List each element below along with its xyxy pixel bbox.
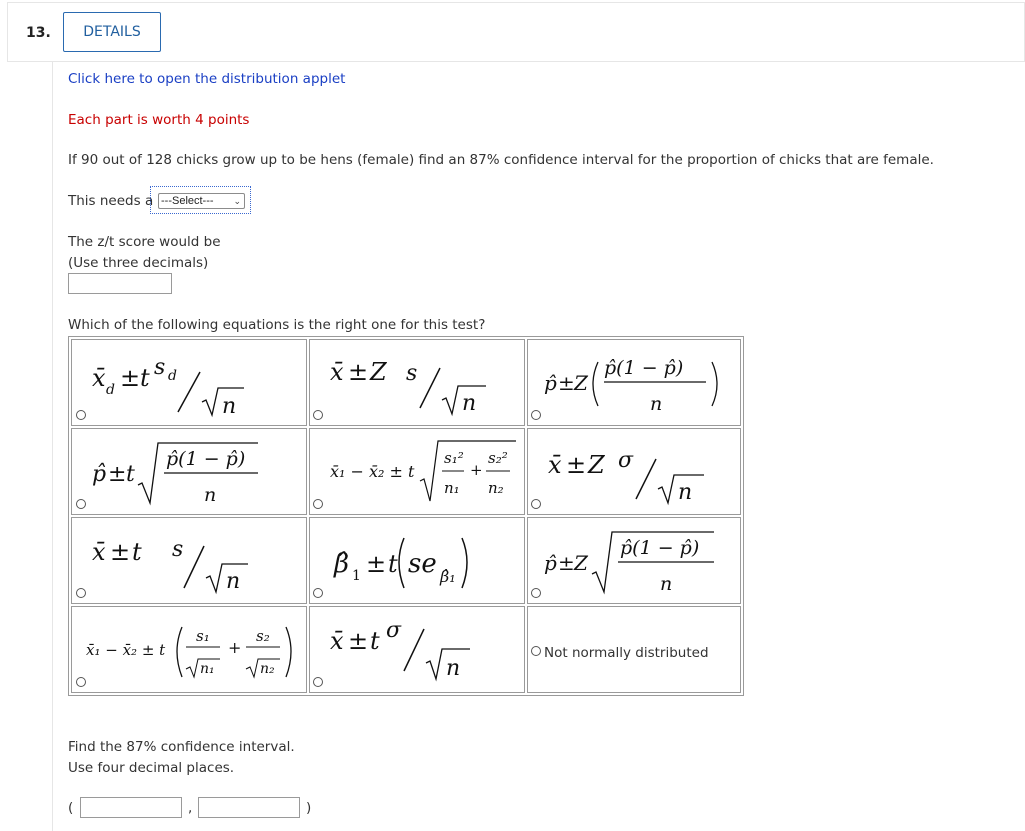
equation-option-1[interactable] <box>71 339 307 426</box>
equation-option-5-radio[interactable] <box>313 499 323 509</box>
svg-text:β̂: β̂ <box>334 549 350 579</box>
svg-text:p̂: p̂ <box>92 462 107 487</box>
svg-text:n: n <box>226 569 241 594</box>
formula-mean-z-s <box>310 340 524 425</box>
svg-text:±: ± <box>110 538 131 566</box>
formula-mean-t-s <box>72 518 306 603</box>
equation-option-4-radio[interactable] <box>76 499 86 509</box>
equation-option-4[interactable] <box>71 428 307 515</box>
svg-text:p̂: p̂ <box>544 551 557 575</box>
svg-text:±: ± <box>558 371 575 395</box>
svg-text:n: n <box>462 391 477 416</box>
svg-text:p̂: p̂ <box>544 371 557 395</box>
svg-text:t: t <box>132 538 142 566</box>
svg-text:se: se <box>408 549 437 579</box>
equation-option-2[interactable] <box>309 339 525 426</box>
test-type-select-value: ---Select--- <box>161 195 214 207</box>
not-normally-distributed-label: Not normally distributed <box>544 645 709 661</box>
svg-text:±: ± <box>348 627 369 655</box>
equation-option-5[interactable] <box>309 428 525 515</box>
svg-text:±: ± <box>120 364 141 392</box>
svg-text:±: ± <box>558 551 575 575</box>
ci-lower-input[interactable] <box>80 797 182 818</box>
zt-label: The z/t score would be <box>68 234 221 250</box>
svg-text:Z: Z <box>370 358 387 386</box>
svg-text:p̂(1 − p̂): p̂(1 − p̂) <box>604 357 684 379</box>
details-button[interactable]: DETAILS <box>63 12 161 52</box>
question-prompt: If 90 out of 128 chicks grow up to be hens (female) find an 87% confidence interval for the proportion of chicks that are female. <box>68 152 934 168</box>
svg-text:n: n <box>660 573 673 595</box>
distribution-applet-link[interactable]: Click here to open the distribution applet <box>68 71 346 87</box>
svg-text:t: t <box>388 550 398 578</box>
svg-text:x̄: x̄ <box>92 538 106 566</box>
formula-two-mean-t-unpooled <box>72 607 306 692</box>
formula-paired-t <box>72 340 306 425</box>
svg-text:n₂: n₂ <box>488 479 504 497</box>
svg-text:p̂(1 − p̂): p̂(1 − p̂) <box>166 448 246 470</box>
svg-text:+: + <box>470 461 483 479</box>
equation-option-11-radio[interactable] <box>313 677 323 687</box>
ci-open-paren: ( <box>68 800 74 816</box>
svg-text:t: t <box>370 627 380 655</box>
svg-text:n: n <box>222 394 237 419</box>
question-number: 13. <box>26 25 51 41</box>
equation-option-3[interactable] <box>527 339 741 426</box>
equation-option-3-radio[interactable] <box>531 410 541 420</box>
formula-prop-t-sqrt <box>72 429 306 514</box>
svg-text:Z: Z <box>574 551 588 575</box>
formula-prop-z-sqrt <box>528 518 740 603</box>
equation-option-6-radio[interactable] <box>531 499 541 509</box>
svg-text:s: s <box>154 355 166 380</box>
svg-text:d: d <box>106 382 115 398</box>
svg-text:n: n <box>204 484 217 506</box>
svg-text:t: t <box>126 462 135 487</box>
equation-option-9-radio[interactable] <box>531 588 541 598</box>
svg-text:d: d <box>168 368 177 384</box>
svg-text:x̄: x̄ <box>330 627 344 655</box>
ci-decimals-hint: Use four decimal places. <box>68 760 235 776</box>
equation-option-8[interactable] <box>309 517 525 604</box>
svg-text:Z: Z <box>574 371 588 395</box>
svg-text:Z: Z <box>588 451 605 479</box>
ci-upper-input[interactable] <box>198 797 300 818</box>
svg-text:s₂²: s₂² <box>488 449 508 467</box>
test-type-select[interactable] <box>158 193 245 209</box>
svg-text:x̄: x̄ <box>548 451 562 479</box>
svg-text:+: + <box>228 638 242 657</box>
svg-text:n: n <box>446 656 461 681</box>
svg-text:t: t <box>140 364 150 392</box>
svg-text:±: ± <box>108 462 127 487</box>
svg-text:p̂(1 − p̂): p̂(1 − p̂) <box>620 537 700 559</box>
svg-text:σ: σ <box>618 448 634 473</box>
svg-text:σ: σ <box>386 618 402 643</box>
svg-text:s₁: s₁ <box>196 627 210 645</box>
equation-option-7-radio[interactable] <box>76 588 86 598</box>
svg-text:n: n <box>650 393 663 415</box>
equation-option-11[interactable] <box>309 606 525 693</box>
equation-question: Which of the following equations is the right one for this test? <box>68 317 486 333</box>
svg-text:±: ± <box>366 550 387 578</box>
zt-score-input[interactable] <box>68 273 172 294</box>
equation-option-10-radio[interactable] <box>76 677 86 687</box>
svg-text:s: s <box>172 537 184 562</box>
formula-mean-z-sigma <box>528 429 740 514</box>
svg-text:s₁²: s₁² <box>444 449 464 467</box>
svg-text:n: n <box>678 480 693 505</box>
svg-text:β̂₁: β̂₁ <box>440 567 456 586</box>
equation-option-9[interactable] <box>527 517 741 604</box>
equation-options-table <box>68 336 744 696</box>
svg-text:x̄₁ − x̄₂ ± t: x̄₁ − x̄₂ ± t <box>86 641 166 659</box>
formula-mean-t-sigma <box>310 607 524 692</box>
equation-option-7[interactable] <box>71 517 307 604</box>
equation-option-1-radio[interactable] <box>76 410 86 420</box>
points-note: Each part is worth 4 points <box>68 112 250 128</box>
svg-text:x̄: x̄ <box>92 364 106 392</box>
svg-text:s₂: s₂ <box>256 627 270 645</box>
svg-text:x̄: x̄ <box>330 358 344 386</box>
svg-text:±: ± <box>566 451 587 479</box>
equation-option-8-radio[interactable] <box>313 588 323 598</box>
svg-text:s: s <box>406 361 418 386</box>
ci-close-paren: ) <box>306 800 312 816</box>
svg-text:n₁: n₁ <box>200 661 215 677</box>
formula-paired-t-graphic <box>72 340 306 425</box>
equation-option-6[interactable] <box>527 428 741 515</box>
svg-text:x̄₁ − x̄₂ ± t: x̄₁ − x̄₂ ± t <box>330 462 415 481</box>
ci-comma: , <box>188 800 193 816</box>
svg-text:1: 1 <box>352 568 361 584</box>
test-type-select-focus <box>150 186 251 214</box>
svg-text:±: ± <box>348 358 369 386</box>
ci-instruction: Find the 87% confidence interval. <box>68 739 295 755</box>
svg-text:n₂: n₂ <box>260 661 275 677</box>
equation-option-12[interactable] <box>527 606 741 693</box>
question-header <box>7 2 1025 62</box>
needs-label: This needs a <box>68 193 154 209</box>
chevron-down-icon: ⌄ <box>233 196 241 206</box>
equation-option-12-radio[interactable] <box>531 646 541 656</box>
equation-option-2-radio[interactable] <box>313 410 323 420</box>
zt-hint: (Use three decimals) <box>68 255 209 271</box>
svg-text:n₁: n₁ <box>444 479 460 497</box>
formula-prop-z-paren <box>528 340 740 425</box>
equation-option-10[interactable] <box>71 606 307 693</box>
formula-regression-slope <box>310 518 524 603</box>
formula-two-mean-t-pooled <box>310 429 524 514</box>
